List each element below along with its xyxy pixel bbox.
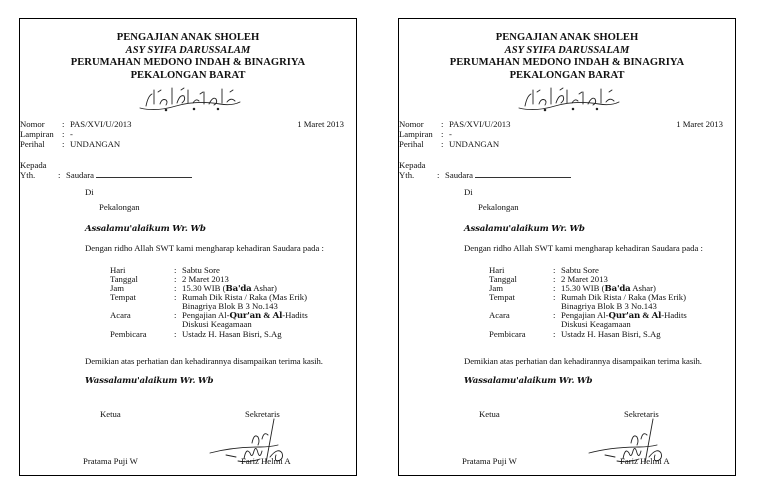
acara-quran: Qur'an: [608, 311, 641, 321]
lampiran-label: Lampiran: [399, 129, 433, 139]
hari-value: Sabtu Sore: [182, 265, 220, 275]
letter-header: [399, 32, 735, 82]
recipient: Kepada Yth. : Saudara: [399, 160, 599, 182]
jam-prefix: 15.30 WIB (: [182, 283, 226, 293]
header-location: PERUMAHAN MEDONO INDAH & BINAGRIYA: [70, 57, 306, 69]
acara-label: Acara: [489, 310, 510, 320]
tempat-label: Tempat: [110, 292, 136, 302]
perihal-value: UNDANGAN: [449, 139, 500, 149]
tanggal-label: Tanggal: [489, 274, 517, 284]
hari-value: Sabtu Sore: [561, 265, 599, 275]
event-details: Hari : Sabtu Sore Tanggal : 2 Maret 2013 Jam : 15.30 WIB (Ba'da Ashar) Tempat : Rumah Dik Rista / Raka (Mas Erik) Binagriya Blok B 3 No.143 Acara : Pengajian Al-Qur'an & Al-Hadits Diskusi Keagamaan Pembicara : Ustadz H. Hasan Bisri, S.Ag: [110, 265, 308, 339]
tempat-label: Tempat: [489, 292, 515, 302]
lampiran-value: -: [70, 129, 73, 139]
letter-meta: Nomor : PAS/XVI/U/2013 Lampiran : - Perihal : UNDANGAN: [20, 119, 132, 149]
jam-label: Jam: [110, 283, 124, 293]
closing-text: Demikian atas perhatian dan kehadirannya disampaikan terima kasih.: [464, 356, 702, 366]
acara-suffix: -Hadits: [282, 310, 308, 320]
acara-value-2: Diskusi Keagamaan: [561, 319, 631, 329]
pembicara-value: Ustadz H. Hasan Bisri, S.Ag: [182, 329, 282, 339]
tempat-value-2: Binagriya Blok B 3 No.143: [561, 301, 657, 311]
jam-suffix: Ashar): [630, 283, 656, 293]
jam-suffix: Ashar): [251, 283, 277, 293]
perihal-label: Perihal: [20, 139, 45, 149]
acara-value-2: Diskusi Keagamaan: [182, 319, 252, 329]
kepada-label: Kepada: [20, 160, 47, 170]
event-details: Hari : Sabtu Sore Tanggal : 2 Maret 2013 Jam : 15.30 WIB (Ba'da Ashar) Tempat : Rumah Dik Rista / Raka (Mas Erik) Binagriya Blok B 3 No.143 Acara : Pengajian Al-Qur'an & Al-Hadits Diskusi Keagamaan Pembicara : Ustadz H. Hasan Bisri, S.Ag: [489, 265, 687, 339]
saudara-label: Saudara: [66, 170, 94, 180]
nomor-label: Nomor: [399, 119, 424, 129]
saudara-label: Saudara: [445, 170, 473, 180]
invitation-letter-left: [19, 18, 357, 476]
acara-amp: &: [640, 310, 652, 320]
header-region: PEKALONGAN BARAT: [509, 69, 625, 81]
di-label: Di: [85, 187, 94, 197]
closing-text: Demikian atas perhatian dan kehadirannya disampaikan terima kasih.: [85, 356, 323, 366]
acara-prefix: Pengajian Al-: [561, 310, 609, 320]
tempat-value-2: Binagriya Blok B 3 No.143: [182, 301, 278, 311]
header-group: ASY SYIFA DARUSSALAM: [504, 44, 630, 56]
acara-suffix: -Hadits: [661, 310, 687, 320]
nomor-label: Nomor: [20, 119, 45, 129]
ketua-label: Ketua: [100, 409, 121, 419]
hari-label: Hari: [489, 265, 505, 275]
intro-text: Dengan ridho Allah SWT kami mengharap kehadiran Saudara pada :: [464, 243, 703, 253]
farewell: Wassalamu'alaikum Wr. Wb: [464, 376, 593, 386]
pembicara-value: Ustadz H. Hasan Bisri, S.Ag: [561, 329, 661, 339]
pembicara-label: Pembicara: [110, 329, 147, 339]
tempat-value-1: Rumah Dik Rista / Raka (Mas Erik): [182, 292, 307, 302]
header-location: PERUMAHAN MEDONO INDAH & BINAGRIYA: [449, 57, 685, 69]
letter-date: 1 Maret 2013: [676, 119, 723, 129]
letter-date: 1 Maret 2013: [297, 119, 344, 129]
nomor-value: PAS/XVI/U/2013: [449, 119, 511, 129]
hari-label: Hari: [110, 265, 126, 275]
tanggal-label: Tanggal: [110, 274, 138, 284]
yth-label: Yth.: [399, 170, 415, 180]
perihal-value: UNDANGAN: [70, 139, 121, 149]
lampiran-value: -: [449, 129, 452, 139]
acara-prefix: Pengajian Al-: [182, 310, 230, 320]
perihal-label: Perihal: [399, 139, 424, 149]
invitation-letter-right: [398, 18, 736, 476]
header-group: ASY SYIFA DARUSSALAM: [125, 44, 251, 56]
recipient-blank-line: [475, 170, 571, 178]
recipient-blank-line: [96, 170, 192, 178]
ketua-label: Ketua: [479, 409, 500, 419]
acara-al: Al: [272, 311, 283, 321]
lampiran-label: Lampiran: [20, 129, 54, 139]
yth-label: Yth.: [20, 170, 36, 180]
sekretaris-name: Fariz Helmi A: [241, 456, 291, 466]
intro-text: Dengan ridho Allah SWT kami mengharap kehadiran Saudara pada :: [85, 243, 324, 253]
acara-label: Acara: [110, 310, 131, 320]
jam-prefix: 15.30 WIB (: [561, 283, 605, 293]
basmalah-calligraphy: [136, 82, 244, 114]
sekretaris-name: Fariz Helmi A: [620, 456, 670, 466]
city-label: Pekalongan: [478, 202, 519, 212]
acara-amp: &: [261, 310, 273, 320]
ketua-name: Pratama Puji W: [83, 456, 138, 466]
letter-header: [20, 32, 356, 82]
basmalah-calligraphy: [515, 82, 623, 114]
jam-bada: Ba'da: [604, 284, 631, 294]
acara-quran: Qur'an: [229, 311, 262, 321]
tanggal-value: 2 Maret 2013: [182, 274, 229, 284]
letter-meta: Nomor : PAS/XVI/U/2013 Lampiran : - Perihal : UNDANGAN: [399, 119, 511, 149]
di-label: Di: [464, 187, 473, 197]
header-org: PENGAJIAN ANAK SHOLEH: [116, 32, 260, 43]
pembicara-label: Pembicara: [489, 329, 526, 339]
sekretaris-label: Sekretaris: [624, 409, 659, 419]
tempat-value-1: Rumah Dik Rista / Raka (Mas Erik): [561, 292, 686, 302]
tanggal-value: 2 Maret 2013: [561, 274, 608, 284]
city-label: Pekalongan: [99, 202, 140, 212]
nomor-value: PAS/XVI/U/2013: [70, 119, 132, 129]
farewell: Wassalamu'alaikum Wr. Wb: [85, 376, 214, 386]
kepada-label: Kepada: [399, 160, 426, 170]
recipient: Kepada Yth. : Saudara: [20, 160, 220, 182]
acara-al: Al: [651, 311, 662, 321]
jam-bada: Ba'da: [225, 284, 252, 294]
header-org: PENGAJIAN ANAK SHOLEH: [495, 32, 639, 43]
jam-label: Jam: [489, 283, 503, 293]
header-region: PEKALONGAN BARAT: [130, 69, 246, 81]
ketua-name: Pratama Puji W: [462, 456, 517, 466]
sekretaris-label: Sekretaris: [245, 409, 280, 419]
greeting: Assalamu'alaikum Wr. Wb: [464, 224, 585, 234]
greeting: Assalamu'alaikum Wr. Wb: [85, 224, 206, 234]
